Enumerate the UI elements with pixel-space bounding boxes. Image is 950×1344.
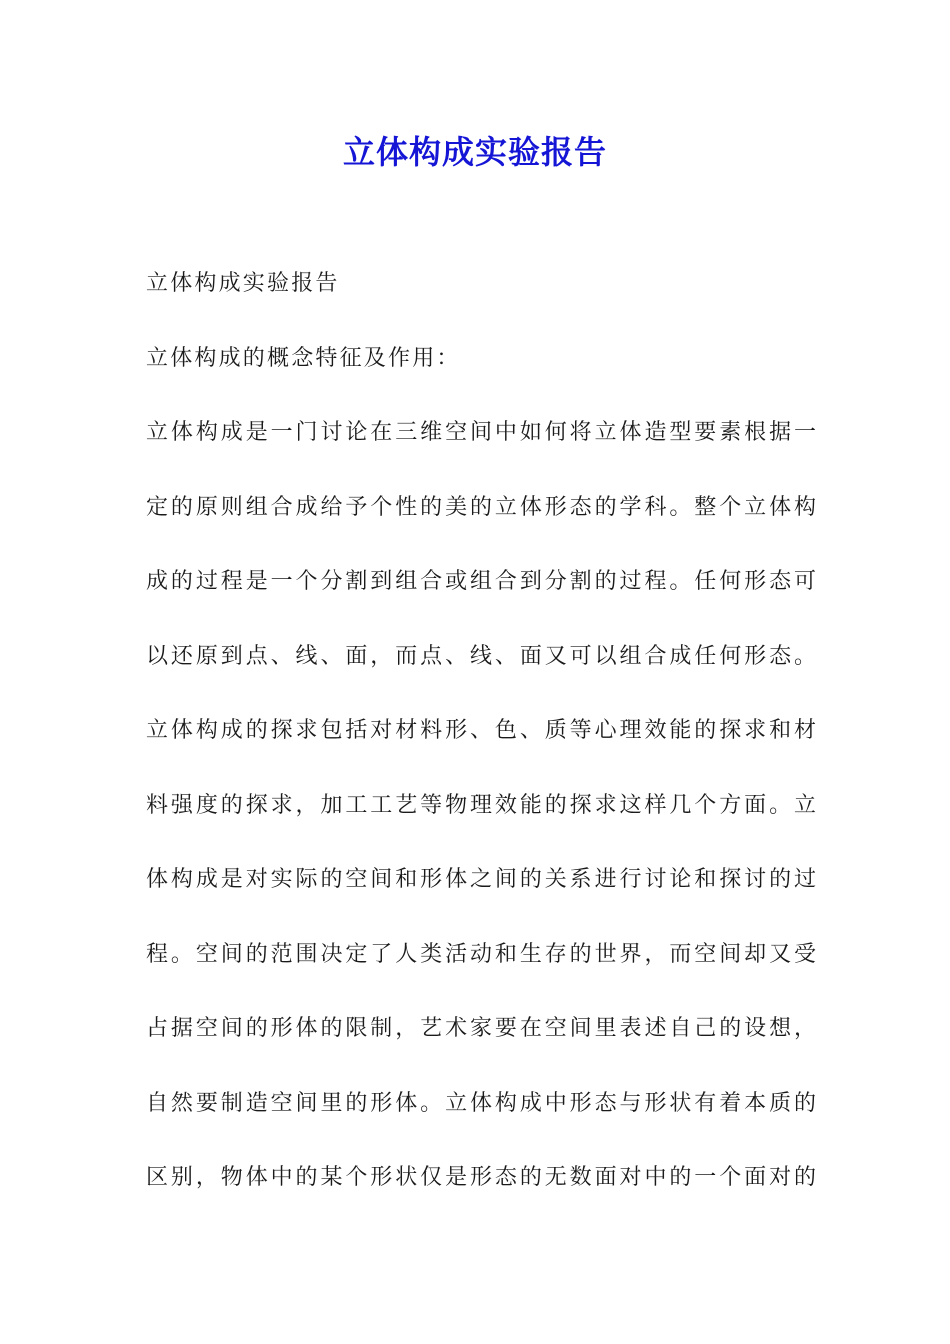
body-line-7: 立体构成的探求包括对材料形、色、质等心理效能的探求和材 [146, 718, 816, 743]
body-line-8: 料强度的探求，加工工艺等物理效能的探求这样几个方面。立 [146, 792, 816, 818]
body-line-5: 成的过程是一个分割到组合或组合到分割的过程。任何形态可 [146, 569, 816, 594]
body-line-11: 占据空间的形体的限制，艺术家要在空间里表述自己的设想， [146, 1016, 816, 1041]
body-line-13: 区别，物体中的某个形状仅是形态的无数面对中的一个面对的 [146, 1165, 816, 1190]
body-line-9: 体构成是对实际的空间和形体之间的关系进行讨论和探讨的过 [146, 867, 816, 892]
body-line-6: 以还原到点、线、面，而点、线、面又可以组合成任何形态。 [146, 643, 816, 669]
body-line-12: 自然要制造空间里的形体。立体构成中形态与形状有着本质的 [146, 1090, 816, 1116]
body-line-10: 程。空间的范围决定了人类活动和生存的世界，而空间却又受 [146, 941, 816, 967]
body-line-1: 立体构成实验报告 [146, 271, 340, 296]
document-title: 立体构成实验报告 [342, 133, 607, 171]
body-line-2: 立体构成的概念特征及作用： [146, 345, 461, 371]
body-line-3: 立体构成是一门讨论在三维空间中如何将立体造型要素根据一 [146, 420, 816, 445]
body-line-4: 定的原则组合成给予个性的美的立体形态的学科。整个立体构 [146, 494, 816, 520]
document-body [146, 262, 816, 1231]
